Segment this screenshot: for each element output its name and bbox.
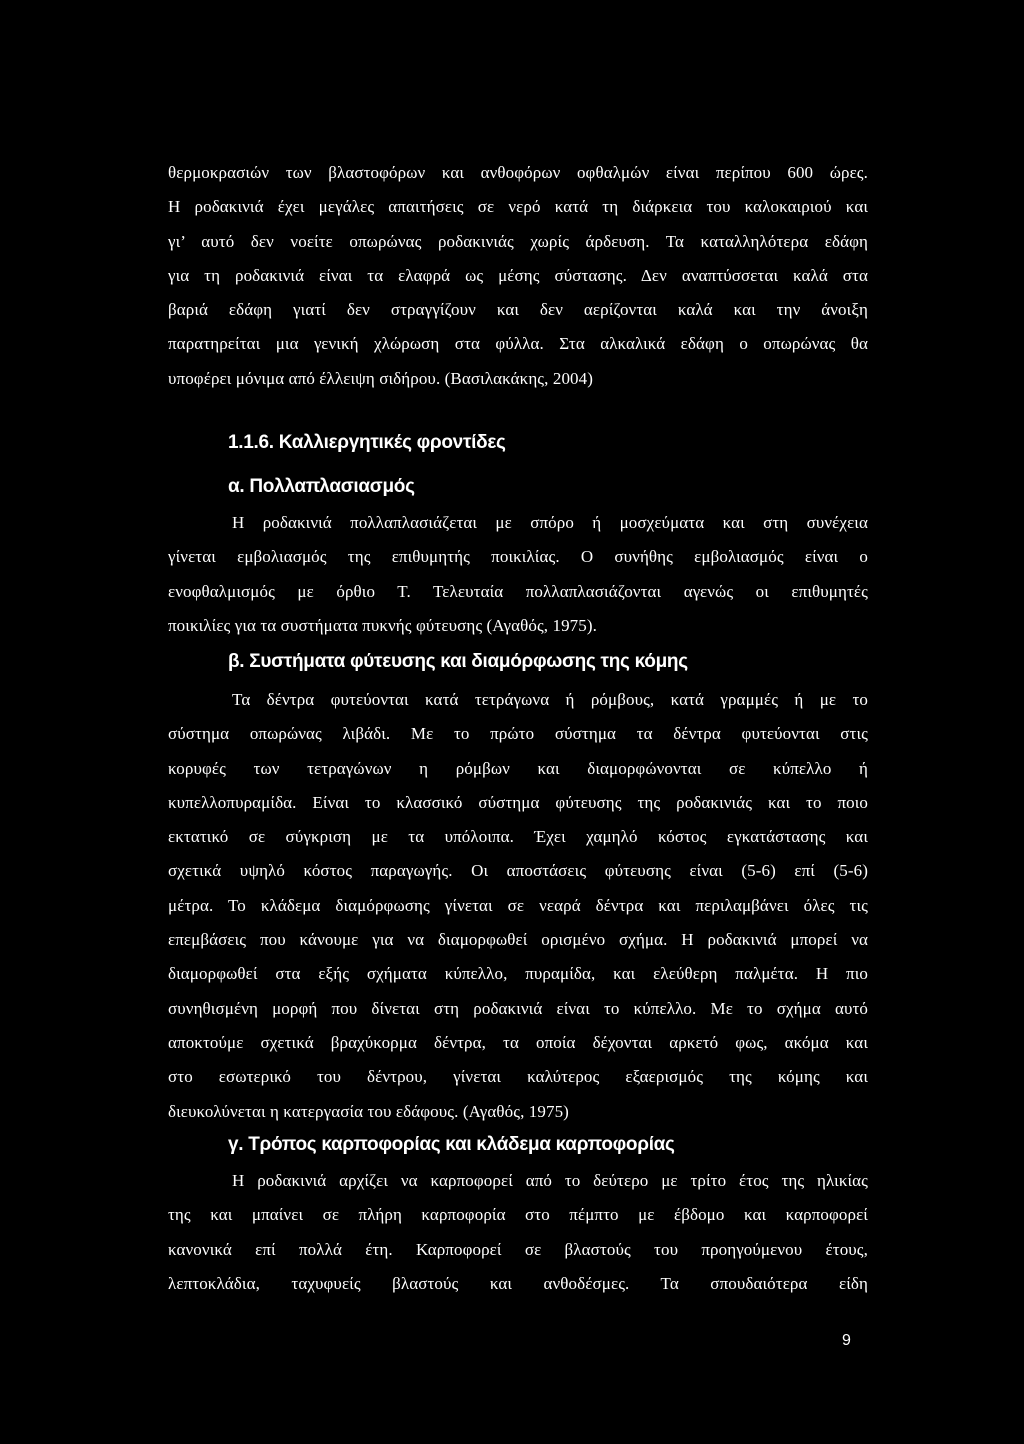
text-line: της και μπαίνει σε πλήρη καρποφορία στο πέμπτο με έβδομο και καρποφορεί	[168, 1205, 868, 1225]
text-line: κυπελλοπυραμίδα. Είναι το κλασσικό σύστημα φύτευσης της ροδακινιάς και το ποιο	[168, 792, 868, 812]
subheading-propagation: α. Πολλαπλασιασμός	[228, 476, 415, 497]
text-line: διαμορφωθεί στα εξής σχήματα κύπελλο, πυραμίδα, και ελεύθερη παλμέτα. Η πιο	[168, 964, 868, 984]
section-heading: 1.1.6. Καλλιεργητικές φροντίδες	[228, 432, 506, 453]
text-line: στο εσωτερικό του δέντρου, γίνεται καλύτερος εξαερισμός της κόμης και	[168, 1067, 868, 1087]
text-line: θερμοκρασιών των βλαστοφόρων και ανθοφόρων οφθαλμών είναι περίπου 600 ώρες.	[168, 163, 868, 182]
text-line: Η ροδακινιά έχει μεγάλες απαιτήσεις σε νερό κατά τη διάρκεια του καλοκαιριού και	[168, 197, 868, 217]
page-number: 9	[842, 1332, 851, 1349]
paragraph-planting-systems	[168, 685, 868, 1131]
text-line: γι’ αυτό δεν νοείτε οπωρώνας ροδακινιάς χωρίς άρδευση. Τα καταλληλότερα εδάφη	[168, 231, 868, 251]
text-line: σχετικά υψηλό κόστος παραγωγής. Οι αποστάσεις φύτευσης είναι (5-6) επί (5-6)	[168, 861, 868, 881]
text-line: υποφέρει μόνιμα από έλλειψη σιδήρου. (Βασιλακάκης, 2004)	[168, 368, 594, 388]
text-line: λεπτοκλάδια, ταχυφυείς βλαστούς και ανθοδέσμες. Τα σπουδαιότερα είδη	[168, 1273, 868, 1293]
text-line: βαριά εδάφη γιατί δεν στραγγίζουν και δεν αερίζονται καλά και την άνοιξη	[168, 300, 868, 320]
text-line: παρατηρείται μια γενική χλώρωση στα φύλλα. Στα αλκαλικά εδάφη ο οπωρώνας θα	[168, 334, 868, 354]
subheading-planting-systems: β. Συστήματα φύτευσης και διαμόρφωσης της κόμης	[228, 651, 688, 672]
text-line: συνηθισμένη μορφή που δίνεται στη ροδακινιά είναι το κύπελλο. Με το σχήμα αυτό	[168, 998, 868, 1018]
paragraph-fruiting	[168, 1166, 868, 1303]
subheading-fruiting: γ. Τρόπος καρποφορίας και κλάδεμα καρποφορίας	[228, 1134, 675, 1155]
text-line: κορυφές των τετραγώνων η ρόμβων και διαμορφώνονται σε κύπελλο ή	[168, 758, 868, 778]
text-line: διευκολύνεται η κατεργασία του εδάφους. (Αγαθός, 1975)	[168, 1101, 569, 1121]
text-line: ποικιλίες για τα συστήματα πυκνής φύτευσης (Αγαθός, 1975).	[168, 615, 597, 635]
text-line: σύστημα οπωρώνας λιβάδι. Με το πρώτο σύστημα τα δέντρα φυτεύονται στις	[168, 724, 868, 744]
text-line: μέτρα. Το κλάδεμα διαμόρφωσης γίνεται σε νεαρά δέντρα και περιλαμβάνει όλες τις	[168, 895, 868, 915]
text-line: κανονικά επί πολλά έτη. Καρποφορεί σε βλαστούς του προηγούμενου έτους,	[168, 1239, 868, 1259]
text-line: επεμβάσεις που κάνουμε για να διαμορφωθεί ορισμένο σχήμα. Η ροδακινιά μπορεί να	[168, 930, 868, 950]
text-line: ενοφθαλμισμός με όρθιο Τ. Τελευταία πολλαπλασιάζονται αγενώς οι επιθυμητές	[168, 581, 868, 601]
text-line: γίνεται εμβολιασμός της επιθυμητής ποικιλίας. Ο συνήθης εμβολιασμός είναι ο	[168, 547, 868, 567]
paragraph-intro	[168, 158, 868, 398]
text-line: Η ροδακινιά πολλαπλασιάζεται με σπόρο ή μοσχεύματα και στη συνέχεια	[232, 513, 868, 532]
text-line: για τη ροδακινιά είναι τα ελαφρά ως μέσης σύστασης. Δεν αναπτύσσεται καλά στα	[168, 265, 868, 285]
text-line: Η ροδακινιά αρχίζει να καρποφορεί από το δεύτερο με τρίτο έτος της ηλικίας	[232, 1171, 868, 1190]
text-line: Τα δέντρα φυτεύονται κατά τετράγωνα ή ρόμβους, κατά γραμμές ή με το	[232, 690, 868, 709]
paragraph-propagation	[168, 508, 868, 645]
text-line: αποκτούμε σχετικά βραχύκορμα δέντρα, τα οποία δέχονται αρκετό φως, ακόμα και	[168, 1032, 868, 1052]
text-line: εκτατικό σε σύγκριση με τα υπόλοιπα. Έχει χαμηλό κόστος εγκατάστασης και	[168, 827, 868, 847]
